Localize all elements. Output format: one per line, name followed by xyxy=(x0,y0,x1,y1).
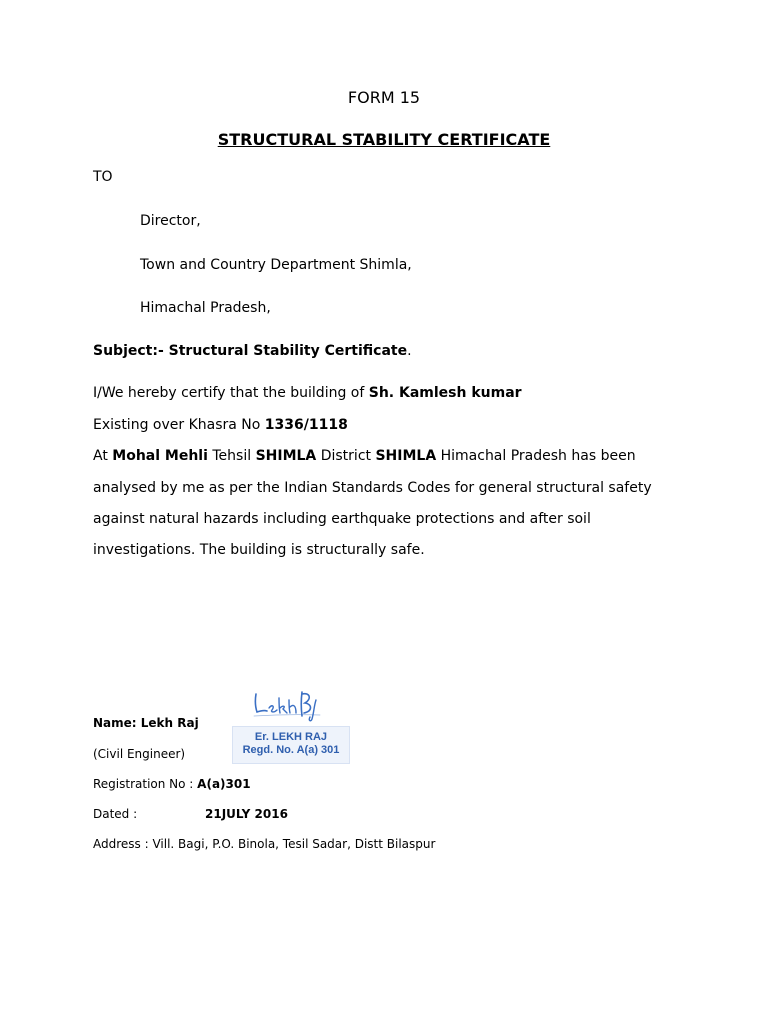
date-text: 21JULY 2016 xyxy=(205,807,288,821)
district-label: District xyxy=(316,448,376,464)
engineer-name-text: Name: Lekh Raj xyxy=(93,716,199,730)
khasra-number: 1336/1118 xyxy=(264,417,348,433)
certification-line-2-prefix: Existing over Khasra No xyxy=(93,417,265,433)
mohal-name: Mohal Mehli xyxy=(112,448,208,464)
engineer-stamp xyxy=(232,726,350,764)
district-name: SHIMLA xyxy=(375,448,437,464)
stamp-line-2: Regd. No. A(a) 301 xyxy=(242,744,340,756)
engineer-role: (Civil Engineer) xyxy=(93,747,186,761)
dated-label: Dated : xyxy=(93,807,138,821)
owner-name: Sh. Kamlesh kumar xyxy=(368,385,522,401)
registration-number: A(a)301 xyxy=(197,777,251,791)
signature-icon xyxy=(250,686,332,724)
registration-line xyxy=(93,776,251,792)
signature-stamp-block xyxy=(232,686,352,768)
certification-line-3-suffix: Himachal Pradesh has been xyxy=(436,448,636,464)
engineer-name xyxy=(93,715,199,731)
certification-line-6: investigations. The building is structurally safe. xyxy=(93,542,425,558)
registration-label: Registration No : xyxy=(93,777,198,791)
certification-line-1 xyxy=(93,384,522,402)
addressee-line-3: Himachal Pradesh, xyxy=(140,300,271,316)
form-number: FORM 15 xyxy=(347,88,421,107)
tehsil-name: SHIMLA xyxy=(255,448,317,464)
certification-line-2 xyxy=(93,416,348,434)
subject-suffix: . xyxy=(407,343,412,359)
dated-value xyxy=(205,806,288,822)
tehsil-label: Tehsil xyxy=(207,448,256,464)
address-line: Address : Vill. Bagi, P.O. Binola, Tesil Sadar, Distt Bilaspur xyxy=(93,837,436,851)
certification-line-3 xyxy=(93,447,636,465)
subject-line xyxy=(93,342,412,360)
certificate-title-text: STRUCTURAL STABILITY CERTIFICATE xyxy=(217,130,551,149)
stamp-line-1: Er. LEKH RAJ xyxy=(254,731,328,743)
to-label: TO xyxy=(93,169,113,185)
certification-line-4: analysed by me as per the Indian Standards Codes for general structural safety xyxy=(93,480,652,496)
addressee-line-2: Town and Country Department Shimla, xyxy=(140,257,412,273)
certification-line-5: against natural hazards including earthquake protections and after soil xyxy=(93,511,591,527)
at-label: At xyxy=(93,448,113,464)
subject-label: Subject:- Structural Stability Certificate xyxy=(93,343,408,359)
certification-line-1-prefix: I/We hereby certify that the building of xyxy=(93,385,369,401)
addressee-line-1: Director, xyxy=(140,213,201,229)
certificate-title xyxy=(0,130,768,149)
